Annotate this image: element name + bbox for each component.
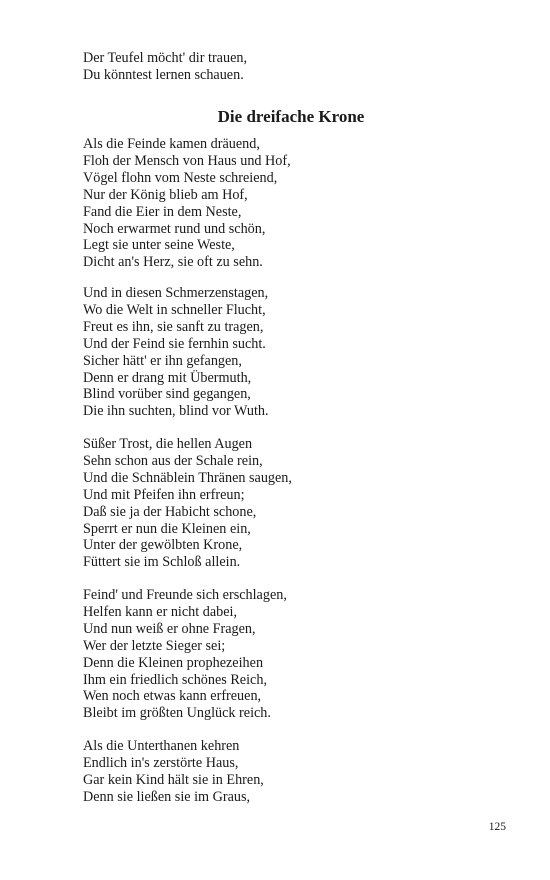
verse-line: Und der Feind sie fernhin sucht. xyxy=(83,335,266,352)
verse-line: Und die Schnäblein Thränen saugen, xyxy=(83,469,292,486)
verse-line: Und in diesen Schmerzenstagen, xyxy=(83,285,269,301)
verse-line: Wen noch etwas kann erfreuen, xyxy=(83,688,262,705)
verse-line: Als die Feinde kamen dräuend, xyxy=(83,136,260,152)
verse-line: Sehn schon aus der Schale rein, xyxy=(83,452,263,469)
verse-line: Dicht an's Herz, sie oft zu sehn. xyxy=(83,254,263,271)
verse-line: Sicher hätt' er ihn gefangen, xyxy=(83,352,242,369)
verse-line: Denn sie ließen sie im Graus, xyxy=(83,788,251,805)
stanza-2 xyxy=(83,285,503,420)
verse-line: Ihm ein friedlich schönes Reich, xyxy=(83,671,267,688)
verse-line: Wer der letzte Sieger sei; xyxy=(83,637,226,654)
stanza-3 xyxy=(83,436,503,571)
verse-line: Unter der gewölbten Krone, xyxy=(83,537,243,554)
page-number: 125 xyxy=(488,821,506,833)
verse-line: Und mit Pfeifen ihn erfreun; xyxy=(83,486,245,503)
verse-line: Legt sie unter seine Weste, xyxy=(83,237,235,254)
verse-line: Du könntest lernen schauen. xyxy=(83,66,244,83)
verse-line: Fand die Eier in dem Neste, xyxy=(83,203,242,220)
verse-line: Gar kein Kind hält sie in Ehren, xyxy=(83,771,264,788)
verse-line: Der Teufel möcht' dir trauen, xyxy=(83,50,248,66)
verse-line: Als die Unterthanen kehren xyxy=(83,738,240,754)
poem-title: Die dreifache Krone xyxy=(217,107,365,126)
verse-line: Sperrt er nun die Kleinen ein, xyxy=(83,520,251,537)
verse-line: Nur der König blieb am Hof, xyxy=(83,186,248,203)
verse-line: Endlich in's zerstörte Haus, xyxy=(83,754,239,771)
verse-line: Blind vorüber sind gegangen, xyxy=(83,386,251,403)
stanza-1 xyxy=(83,136,503,271)
verse-line: Wo die Welt in schneller Flucht, xyxy=(83,301,266,318)
verse-line: Noch erwarmet rund und schön, xyxy=(83,220,266,237)
stanza-5 xyxy=(83,738,503,806)
verse-line: Füttert sie im Schloß allein. xyxy=(83,554,241,571)
verse-line: Vögel flohn vom Neste schreiend, xyxy=(83,169,278,186)
prelude-verse xyxy=(83,50,503,84)
verse-line: Feind' und Freunde sich erschlagen, xyxy=(83,587,287,603)
verse-line: Freut es ihn, sie sanft zu tragen, xyxy=(83,318,264,335)
verse-line: Und nun weiß er ohne Fragen, xyxy=(83,620,256,637)
verse-line: Floh der Mensch von Haus und Hof, xyxy=(83,152,291,169)
verse-line: Denn die Kleinen prophezeihen xyxy=(83,654,264,671)
verse-line: Helfen kann er nicht dabei, xyxy=(83,603,238,620)
verse-line: Denn er drang mit Übermuth, xyxy=(83,369,252,386)
verse-line: Die ihn suchten, blind vor Wuth. xyxy=(83,403,269,420)
verse-line: Süßer Trost, die hellen Augen xyxy=(83,436,253,452)
verse-line: Daß sie ja der Habicht schone, xyxy=(83,503,257,520)
verse-line: Bleibt im größten Unglück reich. xyxy=(83,705,271,722)
stanza-4 xyxy=(83,587,503,722)
